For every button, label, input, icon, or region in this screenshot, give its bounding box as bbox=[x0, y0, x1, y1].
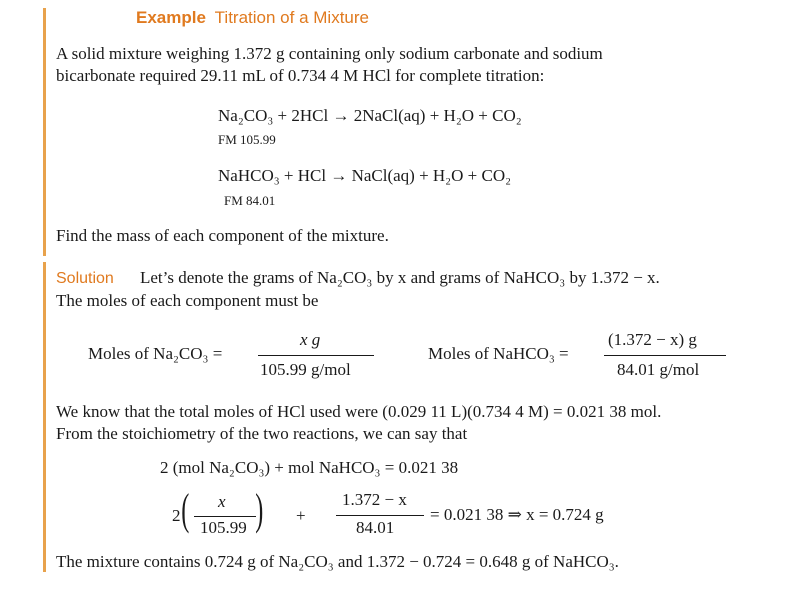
right-paren: ) bbox=[255, 485, 264, 534]
equation-2-plus: + bbox=[296, 506, 306, 525]
moles-na2co3-num: x g bbox=[300, 330, 321, 349]
solution-intro-1: Let’s denote the grams of Na₂CO₃ by x and grams of NaHCO₃ by 1.372 − x. bbox=[140, 268, 660, 287]
left-paren: ( bbox=[181, 485, 190, 534]
left-accent-rule bbox=[43, 8, 46, 256]
example-header bbox=[136, 8, 369, 28]
moles-na2co3-fraction-bar bbox=[258, 355, 374, 356]
solution-intro-2: The moles of each component must be bbox=[56, 291, 319, 310]
equation-2-coefficient: 2 bbox=[172, 506, 181, 525]
left-accent-rule-solution bbox=[43, 262, 46, 572]
equation-2-f1-num: x bbox=[218, 492, 226, 511]
example-title: Titration of a Mixture bbox=[214, 8, 369, 27]
moles-na2co3-lhs: Moles of Na₂CO₃ = bbox=[88, 344, 223, 363]
moles-na2co3-den: 105.99 g/mol bbox=[260, 360, 351, 379]
reaction-2-fm: FM 84.01 bbox=[224, 193, 276, 208]
example-label: Example bbox=[136, 8, 206, 27]
question-text: Find the mass of each component of the mixture. bbox=[56, 226, 389, 245]
reaction-1-fm: FM 105.99 bbox=[218, 132, 276, 147]
equation-2-rhs: = 0.021 38 ⇒ x = 0.724 g bbox=[430, 505, 604, 524]
problem-line-1: A solid mixture weighing 1.372 g containing only sodium carbonate and sodium bbox=[56, 44, 603, 63]
equation-2-f2-bar bbox=[336, 515, 424, 516]
reaction-1: Na₂CO₃ + 2HCl → 2NaCl(aq) + H₂O + CO₂ bbox=[218, 106, 522, 125]
problem-line-2: bicarbonate required 29.11 mL of 0.734 4 M HCl for complete titration: bbox=[56, 66, 545, 85]
moles-nahco3-lhs: Moles of NaHCO₃ = bbox=[428, 344, 569, 363]
moles-nahco3-den: 84.01 g/mol bbox=[617, 360, 700, 379]
equation-2-f2-num: 1.372 − x bbox=[342, 490, 407, 509]
solution-label: Solution bbox=[56, 270, 114, 287]
total-line-1: We know that the total moles of HCl used were (0.029 11 L)(0.734 4 M) = 0.021 38 mol. bbox=[56, 402, 662, 421]
reaction-2: NaHCO₃ + HCl → NaCl(aq) + H₂O + CO₂ bbox=[218, 166, 512, 185]
equation-1: 2 (mol Na₂CO₃) + mol NaHCO₃ = 0.021 38 bbox=[160, 458, 459, 477]
total-line-2: From the stoichiometry of the two reactions, we can say that bbox=[56, 424, 468, 443]
conclusion-text: The mixture contains 0.724 g of Na₂CO₃ and 1.372 − 0.724 = 0.648 g of NaHCO₃. bbox=[56, 552, 619, 571]
moles-nahco3-num: (1.372 − x) g bbox=[608, 330, 697, 349]
moles-nahco3-fraction-bar bbox=[604, 355, 726, 356]
equation-2-f1-den: 105.99 bbox=[200, 518, 247, 537]
equation-2-f1-bar bbox=[194, 516, 256, 517]
equation-2-f2-den: 84.01 bbox=[356, 518, 395, 537]
